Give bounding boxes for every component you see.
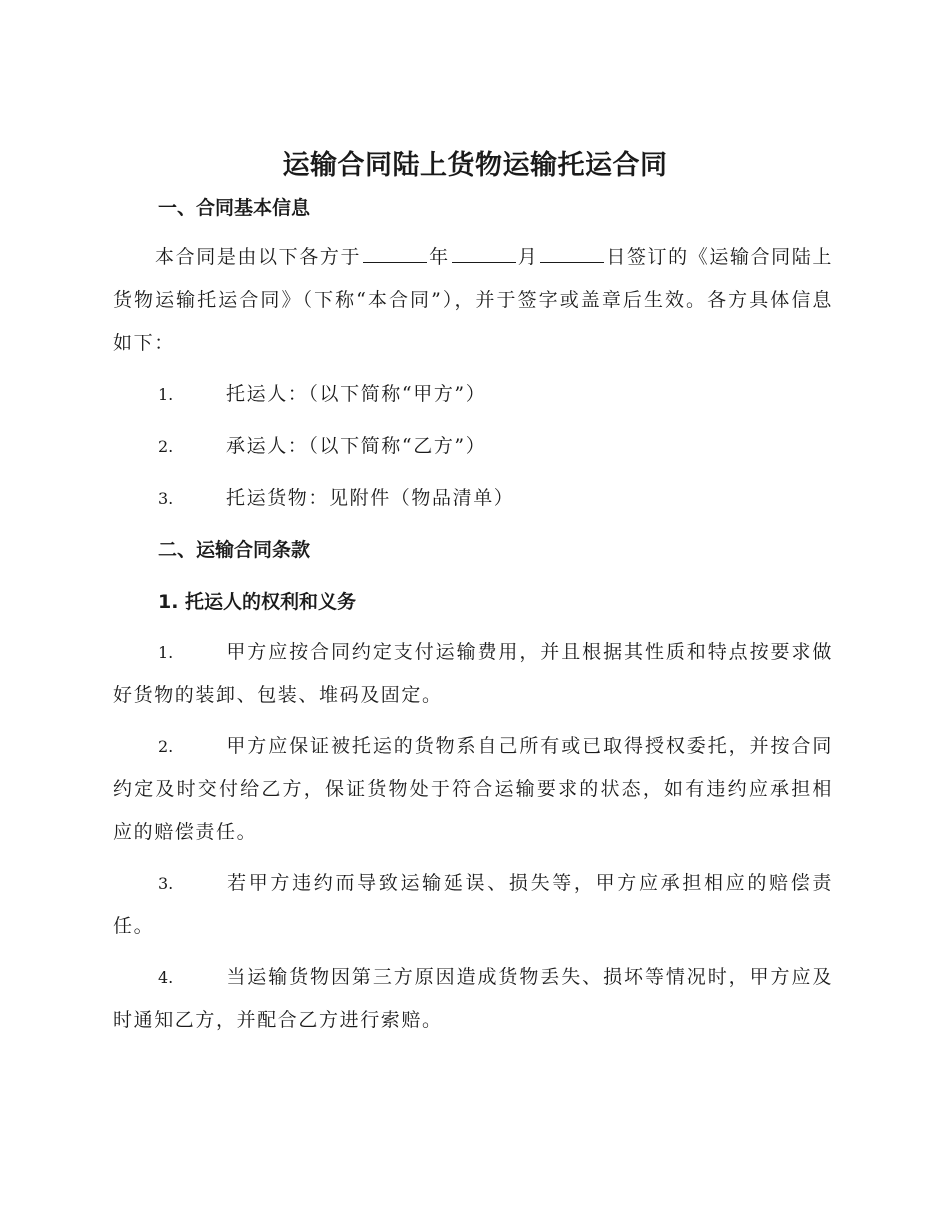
clause-paragraph [113,956,833,1042]
list-item [158,380,486,409]
year-label: 年 [429,246,450,268]
intro-text-end: 日签订的《运输合同陆上货物运输托运合同》（下称“本合同”），并于签字或盖章后生效。各方具体信息如下： [113,246,833,354]
list-item-number: 1. [158,385,174,404]
year-blank [363,244,427,263]
subsection-heading-shipper-rights: 1. 托运人的权利和义务 [158,591,357,613]
clause-text: 若甲方违约而导致运输延误、损失等，甲方应承担相应的赔偿责任。 [113,872,833,937]
clause-paragraph [113,725,833,854]
list-item-number: 3. [158,489,174,508]
month-blank [452,244,516,263]
list-item-text: 托运货物：见附件（物品清单） [226,487,515,509]
clause-paragraph [113,862,833,948]
intro-text-start: 本合同是由以下各方于 [155,246,362,268]
list-item-number: 2. [158,437,174,456]
clause-text: 当运输货物因第三方原因造成货物丢失、损坏等情况时，甲方应及时通知乙方，并配合乙方进行索赔。 [113,966,833,1031]
section-heading-clauses: 二、运输合同条款 [158,539,311,561]
clause-text: 甲方应按合同约定支付运输费用，并且根据其性质和特点按要求做好货物的装卸、包装、堆码及固定。 [113,641,833,706]
list-item-text: 承运人：（以下简称“乙方”） [226,435,487,457]
intro-paragraph [113,236,833,365]
clause-number: 2. [158,737,174,756]
document-title: 运输合同陆上货物运输托运合同 [282,150,668,181]
list-item [158,432,486,461]
list-item-text: 托运人：（以下简称“甲方”） [226,383,487,405]
clause-paragraph [113,631,833,717]
day-blank [540,244,604,263]
list-item [158,484,514,513]
clause-number: 1. [158,643,174,662]
clause-text: 甲方应保证被托运的货物系自己所有或已取得授权委托，并按合同约定及时交付给乙方，保证货物处于符合运输要求的状态，如有违约应承担相应的赔偿责任。 [113,735,833,843]
clause-number: 4. [158,968,174,987]
clause-number: 3. [158,874,174,893]
month-label: 月 [517,246,539,268]
section-heading-basic-info: 一、合同基本信息 [158,197,311,219]
